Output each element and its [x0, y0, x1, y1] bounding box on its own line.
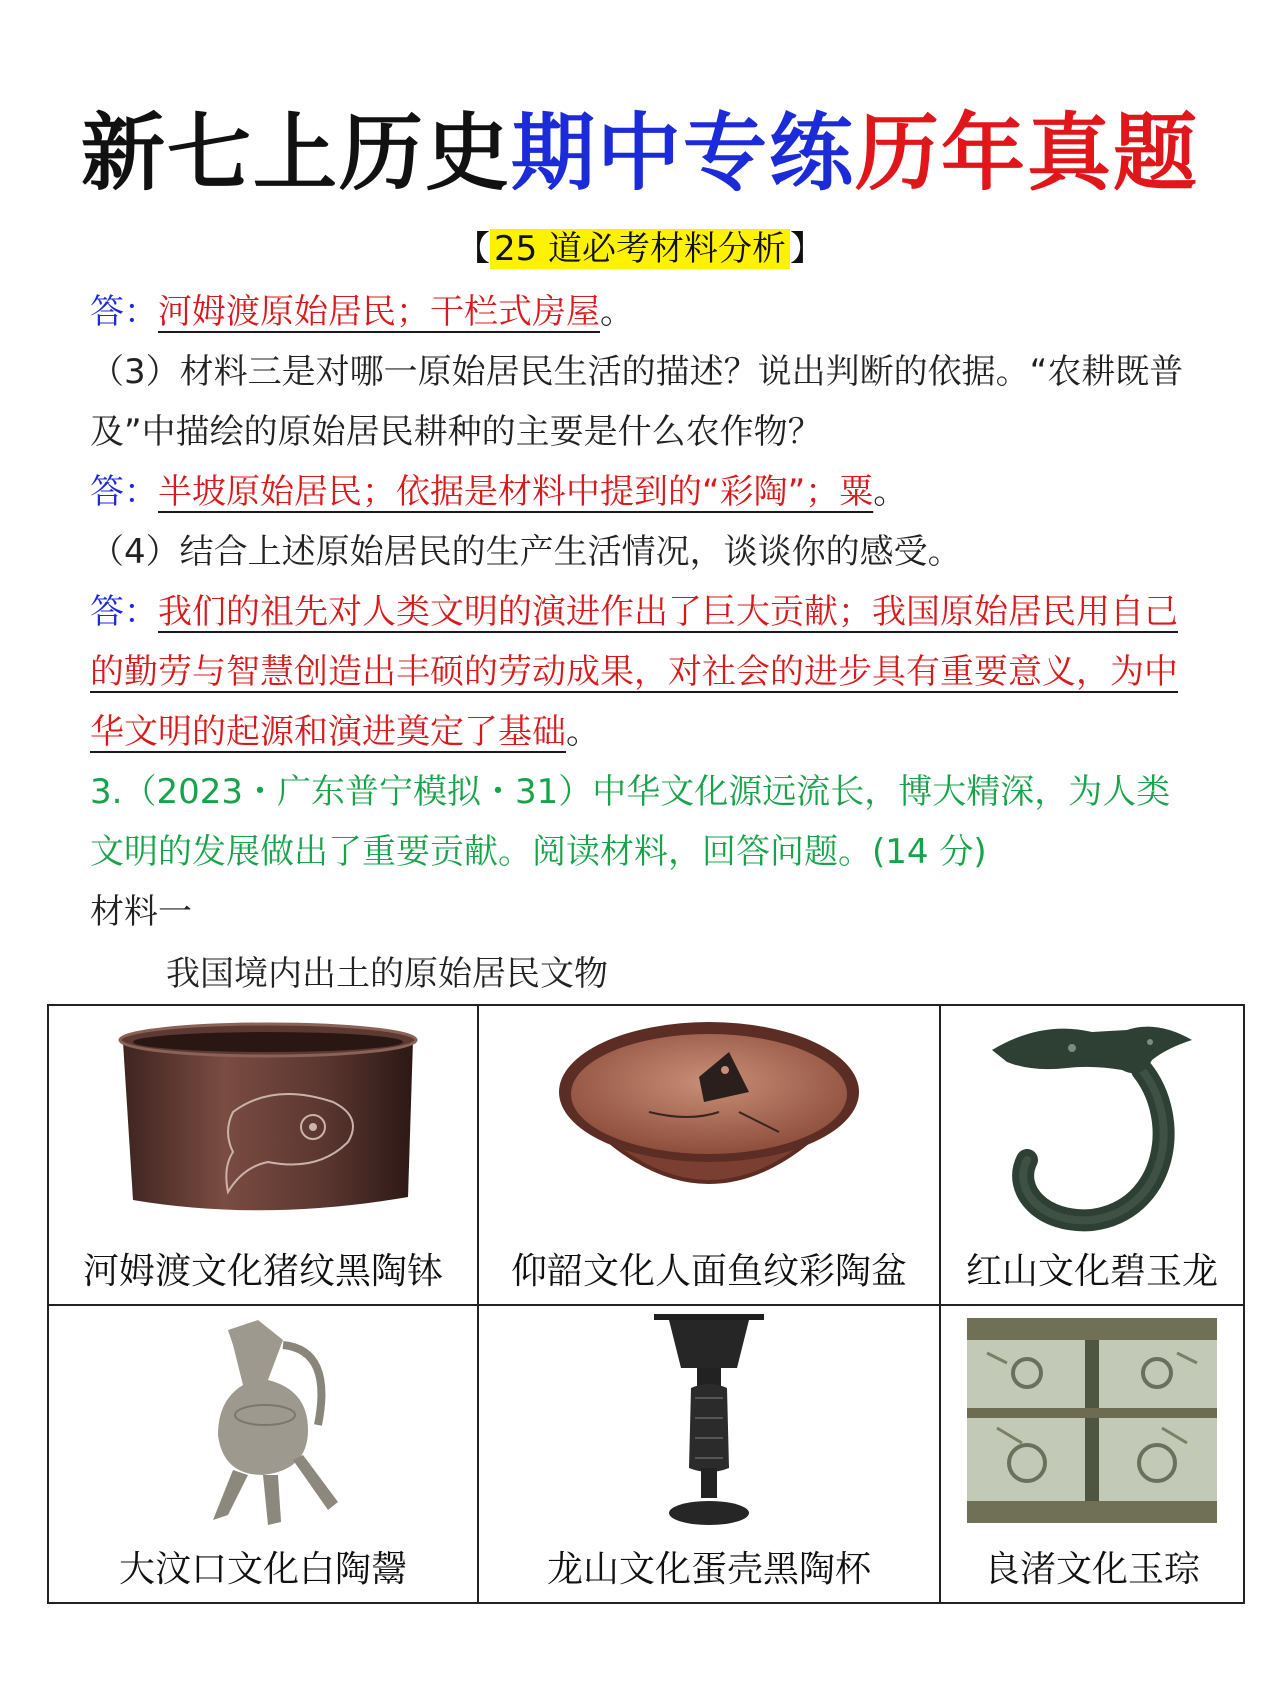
- jade-cong-icon: [957, 1308, 1227, 1533]
- answer-text: 河姆渡原始居民；干栏式房屋: [158, 292, 600, 332]
- fish-face-basin-icon: [529, 1012, 889, 1242]
- table-caption: 我国境内出土的原始居民文物: [166, 954, 608, 994]
- answer-end: 。: [873, 472, 908, 512]
- answer-2: [90, 282, 1200, 342]
- title-part-3: 历年真题: [855, 104, 1200, 202]
- material-label: 材料一: [90, 892, 192, 932]
- question-3: （3）材料三是对哪一原始居民生活的描述？说出判断的依据。“农耕既普及”中描绘的原始居民耕种的主要是什么农作物？: [90, 352, 1184, 452]
- answer-label: 答：: [90, 472, 158, 512]
- eggshell-black-cup-icon: [609, 1308, 809, 1533]
- jade-dragon-icon: [952, 1010, 1232, 1245]
- title-part-1: 新七上历史: [80, 104, 511, 202]
- page-title: [0, 98, 1280, 208]
- artifact-table: [47, 1004, 1245, 1604]
- artifact-cell: [479, 1306, 941, 1602]
- artifact-caption: 仰韶文化人面鱼纹彩陶盆: [510, 1251, 907, 1292]
- artifact-cell: [479, 1006, 941, 1306]
- pig-pattern-pot-icon: [83, 1012, 443, 1242]
- answer-end: 。: [566, 712, 600, 752]
- artifact-caption: 龙山文化蛋壳黑陶杯: [546, 1549, 871, 1590]
- answer-label: 答：: [90, 292, 158, 332]
- white-pottery-gui-icon: [133, 1310, 393, 1530]
- artifact-cell: [49, 1006, 479, 1306]
- answer-end: 。: [600, 292, 634, 332]
- artifact-caption: 红山文化碧玉龙: [965, 1251, 1218, 1292]
- artifact-caption: 大汶口文化白陶鬶: [118, 1549, 407, 1590]
- artifact-cell: [941, 1306, 1243, 1602]
- subtitle: [0, 226, 1280, 272]
- title-part-2: 期中专练: [510, 104, 855, 202]
- artifact-caption: 良渚文化玉琮: [983, 1549, 1200, 1590]
- answer-4: [90, 582, 1200, 762]
- question-4: （4）结合上述原始居民的生产生活情况，谈谈你的感受。: [90, 532, 962, 572]
- answer-3: [90, 462, 1200, 522]
- subtitle-highlight: 25 道必考材料分析: [490, 229, 790, 269]
- artifact-cell: [49, 1306, 479, 1602]
- artifact-caption: 河姆渡文化猪纹黑陶钵: [82, 1251, 443, 1292]
- answer-text: 我们的祖先对人类文明的演进作出了巨大贡献；我国原始居民用自己的勤劳与智慧创造出丰硕的劳动成果，对社会的进步具有重要意义，为中华文明的起源和演进奠定了基础: [90, 592, 1178, 752]
- answer-label: 答：: [90, 592, 158, 632]
- question-main: 3.（2023・广东普宁模拟・31）中华文化源远流长，博大精深，为人类文明的发展做出了重要贡献。阅读材料，回答问题。(14 分): [90, 772, 1171, 872]
- subtitle-bracket-left: 【: [455, 229, 490, 269]
- subtitle-bracket-right: 】: [790, 229, 825, 269]
- answer-text: 半坡原始居民；依据是材料中提到的“彩陶”；粟: [158, 472, 874, 512]
- artifact-cell: [941, 1006, 1243, 1306]
